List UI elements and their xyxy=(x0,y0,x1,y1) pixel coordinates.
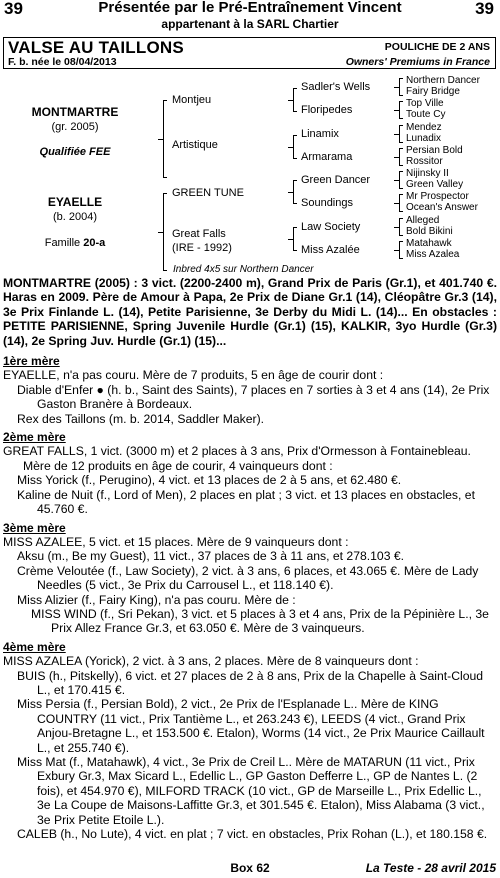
bracket-dam xyxy=(163,193,167,271)
g4-6: Lunadix xyxy=(406,133,442,144)
g4-13: Alleged xyxy=(406,215,440,226)
bracket-g4-8 xyxy=(399,241,403,259)
g3-8: Miss Azalée xyxy=(301,244,360,256)
bracket-g4-6 xyxy=(399,194,403,212)
bracket-g3-3 xyxy=(293,180,297,204)
produce-1: Diable d'Enfer ● (h. b., Saint des Saints), 7 places en 7 sorties à 3 et 4 ans (14), 2e Prix Gaston Branère à Bordeaux. xyxy=(17,382,490,412)
third-dam-grandproduce: MISS WIND (f., Sri Pekan), 3 vict. et 5 places à 3 et 4 ans, Prix de la Pépinière L., 3e Prix Allez France Gr.3, et 63.050 €. Mère de 3 vainqueurs. xyxy=(31,606,489,636)
dam-name: EYAELLE xyxy=(47,195,103,209)
section-1ere-mere: 1ère mère xyxy=(3,354,60,369)
bracket-g4-2 xyxy=(399,101,403,119)
g4-9: Nijinsky II xyxy=(406,168,449,179)
g4-1: Northern Dancer xyxy=(406,75,480,86)
g3-2: Floripedes xyxy=(301,104,353,116)
granddam-produce-1: Miss Yorick (f., Perugino), 4 vict. et 13 places de 2 à 5 ans, et 62.480 €. xyxy=(17,473,402,488)
g3-1: Sadler's Wells xyxy=(301,81,371,93)
g3-5: Green Dancer xyxy=(301,174,371,186)
third-dam-line: MISS AZALEE, 5 vict. et 15 places. Mère de 9 vainqueurs dont : xyxy=(3,534,349,549)
bracket-g3-4 xyxy=(293,227,297,251)
consignor-title: Présentée par le Pré-Entraînement Vincent xyxy=(98,0,402,16)
lot-number-right: 39 xyxy=(475,0,494,18)
g2-1: Montjeu xyxy=(172,94,212,106)
g3-6: Soundings xyxy=(301,197,353,209)
g2-4-info: (IRE - 1992) xyxy=(172,242,232,254)
g3-7: Law Society xyxy=(301,221,361,233)
granddam-line: GREAT FALLS, 1 vict. (3000 m) et 2 places à 3 ans, Prix d'Ormesson à Fontainebleau. Mère de 12 produits en âge de courir, 4 vainqueurs dont : xyxy=(3,444,471,473)
g4-4: Toute Cy xyxy=(406,109,446,120)
section-4eme-mere: 4ème mère xyxy=(3,639,66,654)
g4-10: Green Valley xyxy=(406,179,464,190)
g4-11: Mr Prospector xyxy=(406,191,469,202)
bracket-g3-2 xyxy=(293,135,297,159)
g4-5: Mendez xyxy=(406,122,442,133)
owner-line: appartenant à la SARL Chartier xyxy=(161,17,339,31)
g4-14: Bold Bikini xyxy=(406,226,453,237)
horse-birth: F. b. née le 08/04/2013 xyxy=(8,56,117,68)
g3-4: Armarama xyxy=(301,151,353,163)
g4-8: Rossitor xyxy=(406,156,443,167)
horse-sex-age: POULICHE DE 2 ANS xyxy=(384,41,490,53)
sale-date: La Teste - 28 avril 2015 xyxy=(365,861,496,875)
bracket-sire xyxy=(163,100,167,178)
bracket-g4-5 xyxy=(399,171,403,189)
box-number: Box 62 xyxy=(230,861,270,875)
third-dam-produce-3: Miss Alizier (f., Fairy King), n'a pas couru. Mère de : xyxy=(17,592,296,607)
g3-3: Linamix xyxy=(301,128,339,140)
bracket-g3-1 xyxy=(293,88,297,112)
fourth-dam-produce-4: CALEB (h., No Lute), 4 vict. en plat ; 7 vict. en obstacles, Prix Rohan (L.), et 180.158 €. xyxy=(17,827,488,842)
third-dam-produce-2: Crème Veloutée (f., Law Society), 2 vict. à 3 ans, 6 places, et 43.065 €. Mère de Lady Needles (5 vict., 3e Prix du Carrousel L., et 118.140 €). xyxy=(17,563,479,593)
dam-info: (b. 2004) xyxy=(52,211,98,223)
lot-number-left: 39 xyxy=(4,0,23,18)
fourth-dam-line: MISS AZALEA (Yorick), 2 vict. à 3 ans, 2 places. Mère de 8 vainqueurs dont : xyxy=(3,654,419,669)
sire-note: Qualifiée FEE xyxy=(39,146,111,158)
sire-info: (gr. 2005) xyxy=(51,121,99,133)
fourth-dam-produce-2: Miss Persia (f., Persian Bold), 2 vict., 2e Prix de l'Esplanade L.. Mère de KING COUNTRY (11 vict., Prix Tantième L., et 263.243 €), LEEDS (4 vict., Grand Prix Anjou-Bretagne L., et 153.500 €. Etalon), Worms (14 vict., 2e Prix Maurice Caillault L., et 255.740 €). xyxy=(17,697,485,755)
g4-2: Fairy Bridge xyxy=(406,86,460,97)
g2-3: GREEN TUNE xyxy=(172,187,244,199)
third-dam-produce-1: Aksu (m., Be my Guest), 11 vict., 37 places de 3 à 11 ans, et 278.103 €. xyxy=(17,549,405,564)
g2-2: Artistique xyxy=(172,139,218,151)
inbreeding-note: Inbred 4x5 sur Northern Dancer xyxy=(173,264,314,275)
produce-2: Rex des Taillons (m. b. 2014, Saddler Maker). xyxy=(17,411,265,426)
horse-name-box xyxy=(3,37,496,69)
sire-name: MONTMARTRE xyxy=(31,105,119,119)
fourth-dam-produce-1: BUIS (h., Pitskelly), 6 vict. et 27 places de 2 à 8 ans, Prix de la Chapelle à Saint-Cloud L., et 170.415 €. xyxy=(17,668,484,697)
g2-4: Great Falls xyxy=(172,228,226,240)
fourth-dam-produce-3: Miss Mat (f., Matahawk), 4 vict., 3e Prix de Creil L.. Mère de MATARUN (11 vict., Prix Exbury Gr.3, Max Sicard L., Edellic L., GP Gaston Defferre L., GP de Nantes L. (2 fois), et 454.970 €), MILFORD TRACK (10 vict., GP de Marseille L., Prix Edellic L., 3e La Coupe de Maisons-Laffitte Gr.3, et 301.545 €. Etalon), Miss Alabama (3 vict., 3e Prix Petite Etoile L.). xyxy=(17,755,485,827)
catalogue-body xyxy=(3,276,497,841)
granddam-produce-2: Kaline de Nuit (f., Lord of Men), 2 places en plat ; 3 vict. et 13 places en obstacles, et 45.760 €. xyxy=(17,487,475,517)
dam-family xyxy=(10,237,140,249)
section-2eme-mere: 2ème mère xyxy=(3,430,66,445)
owners-premiums: Owners' Premiums in France xyxy=(345,56,490,68)
g4-12: Ocean's Answer xyxy=(406,202,478,213)
g4-7: Persian Bold xyxy=(406,145,463,156)
dam-line: EYAELLE, n'a pas couru. Mère de 7 produits, 5 en âge de courir dont : xyxy=(3,368,384,383)
g4-3: Top Ville xyxy=(406,98,444,109)
bracket-g4-1 xyxy=(399,78,403,96)
section-3eme-mere: 3ème mère xyxy=(3,520,66,535)
g4-15: Matahawk xyxy=(406,238,452,249)
bracket-g4-4 xyxy=(399,148,403,166)
family-number: 20-a xyxy=(83,237,106,249)
family-label: Famille xyxy=(44,237,84,249)
horse-name: VALSE AU TAILLONS xyxy=(8,38,184,57)
bracket-g4-3 xyxy=(399,125,403,143)
bracket-g4-7 xyxy=(399,218,403,236)
sire-paragraph: MONTMARTRE (2005) : 3 vict. (2200-2400 m), Grand Prix de Paris (Gr.1), et 401.740 €. Haras en 2009. Père de Amour à Papa, 2e Prix de Diane Gr.1 (14), Cléopâtre Gr.3 (14), 3e Prix Finlande L. (14), Petite Parisienne, 3e Derby du Midi L. (14)... En obstacles : PETITE PARISIENNE, Spring Juvenile Hurdle (Gr.1) (15), KALKIR, 3yo Hurdle (Gr.3) (14), 2e Spring Juv. Hurdle (Gr.1) (15)... xyxy=(3,276,497,348)
g4-16: Miss Azalea xyxy=(406,249,460,260)
